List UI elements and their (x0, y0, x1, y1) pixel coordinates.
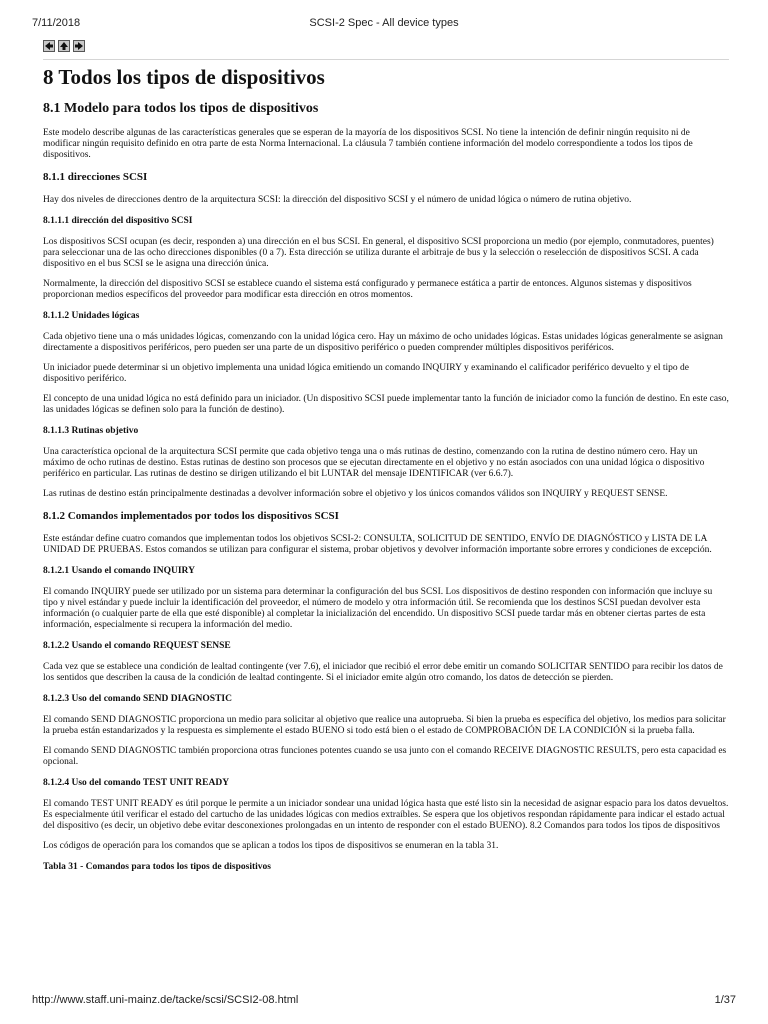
section-8-1-1-heading: 8.1.1 direcciones SCSI (43, 171, 148, 183)
section-8-1-2-4-paragraph-2: Los códigos de operación para los comandos que se aplican a todos los tipos de dispositivos se enumeran en la tabla 31. (43, 841, 499, 851)
section-8-1-2-2-heading: 8.1.2.2 Usando el comando REQUEST SENSE (43, 641, 231, 651)
print-date: 7/11/2018 (32, 17, 81, 29)
section-8-1-2-paragraph: Este estándar define cuatro comandos que implementan todos los objetivos SCSI-2: CONSULTA, SOLICITUD DE SENTIDO, ENVÍO DE DIAGNÓSTICO y LISTA DE LA UNIDAD DE PRUEBAS. Estos comandos se utilizan para configurar el sistema, probar objetivos y devolver información importante sobre errores y condiciones de excepción. (43, 534, 712, 555)
left-arrow-icon (44, 41, 54, 51)
section-8-1-1-3-heading: 8.1.1.3 Rutinas objetivo (43, 426, 139, 436)
section-8-1-1-1-paragraph-2: Normalmente, la dirección del dispositivo SCSI se establece cuando el sistema está configurado y permanece estática a partir de entonces. Algunos sistemas y dispositivos proporcionan medios específicos del proveedor para modificar esta dirección en otros momentos. (43, 279, 692, 300)
section-8-1-2-3-paragraph-1: El comando SEND DIAGNOSTIC proporciona un medio para solicitar al objetivo que realice una autoprueba. Si bien la prueba es específica del objetivo, los medios para solicitar la prueba están estandarizados y la respuesta es simplemente el estado BUENO si todo está bien o el estado de COMPROBACIÓN DE LA CONDICIÓN si la prueba falla. (43, 715, 726, 736)
section-8-1-1-1-paragraph-1: Los dispositivos SCSI ocupan (es decir, responden a) una dirección en el bus SCSI. En general, el dispositivo SCSI proporciona un medio (por ejemplo, conmutadores, puentes) para seleccionar una de las ocho direcciones disponibles (0 a 7). Esta dirección se utiliza durante el arbitraje de bus y la selección o reselección de dispositivos SCSI. A cada dispositivo en el bus SCSI se le asigna una dirección única. (43, 237, 714, 269)
up-arrow-icon (59, 41, 69, 51)
section-8-1-1-paragraph: Hay dos niveles de direcciones dentro de la arquitectura SCSI: la dirección del dispositivo SCSI y el número de unidad lógica o número de rutina objetivo. (43, 195, 632, 205)
section-8-1-1-3-paragraph-2: Las rutinas de destino están principalmente destinadas a devolver información sobre el objetivo y los únicos comandos válidos son INQUIRY y REQUEST SENSE. (43, 489, 668, 499)
section-8-1-heading: 8.1 Modelo para todos los tipos de dispositivos (43, 101, 319, 116)
section-8-1-paragraph: Este modelo describe algunas de las características generales que se esperan de la mayoría de los dispositivos SCSI. No tiene la intención de definir ningún requisito ni de modificar ningún requisito definido en otra parte de esta Norma Internacional. La cláusula 7 también contiene información del modelo correspondiente a todos los tipos de dispositivos. (43, 128, 693, 160)
section-8-1-1-3-paragraph-1: Una característica opcional de la arquitectura SCSI permite que cada objetivo tenga una o más rutinas de destino, comenzando con la rutina de destino número cero. Hay un máximo de ocho rutinas de destino. Estas rutinas de destino son procesos que se ejecutan directamente en el objetivo y no están asociados con una unidad lógica o dispositivo periférico en particular. Las rutinas de destino se dirigen utilizando el bit LUNTAR del mensaje IDENTIFICAR (ver 6.6.7). (43, 447, 705, 479)
section-8-1-2-4-heading: 8.1.2.4 Uso del comando TEST UNIT READY (43, 778, 230, 788)
print-title: SCSI-2 Spec - All device types (309, 17, 459, 29)
section-8-1-2-1-heading: 8.1.2.1 Usando el comando INQUIRY (43, 566, 195, 576)
section-8-1-2-3-paragraph-2: El comando SEND DIAGNOSTIC también proporciona otras funciones potentes cuando se usa junto con el comando RECEIVE DIAGNOSTIC RESULTS, pero esta capacidad es opcional. (43, 746, 727, 767)
up-page-button[interactable] (58, 40, 70, 52)
document-body (43, 64, 729, 873)
print-header (32, 17, 736, 31)
section-8-1-1-2-paragraph-3: El concepto de una unidad lógica no está definido para un iniciador. (Un dispositivo SCSI puede implementar tanto la función de iniciador como la función de destino. En este caso, las unidades lógicas se definen solo para la función de destino). (43, 394, 729, 415)
section-8-1-1-2-paragraph-1: Cada objetivo tiene una o más unidades lógicas, comenzando con la unidad lógica cero. Hay un máximo de ocho unidades lógicas. Estas unidades lógicas generalmente se asignan directamente a dispositivos periféricos, pero pueden ser una parte de un dispositivo periférico o pueden comprender múltiples dispositivos periféricos. (43, 332, 723, 353)
next-page-button[interactable] (73, 40, 85, 52)
section-8-1-2-2-paragraph: Cada vez que se establece una condición de lealtad contingente (ver 7.6), el iniciador que recibió el error debe emitir un comando SOLICITAR SENTIDO para recibir los datos de los sentidos que describen la causa de la condición de lealtad contingente. Si el iniciador emite algún otro comando, los datos de detección se pierden. (43, 662, 723, 683)
page-navigation (43, 40, 85, 52)
source-url: http://www.staff.uni-mainz.de/tacke/scsi/SCSI2-08.html (32, 994, 299, 1006)
page-counter: 1/37 (714, 994, 736, 1006)
section-8-1-1-1-heading: 8.1.1.1 dirección del dispositivo SCSI (43, 216, 193, 226)
section-8-1-2-heading: 8.1.2 Comandos implementados por todos los dispositivos SCSI (43, 510, 339, 522)
section-8-1-1-2-paragraph-2: Un iniciador puede determinar si un objetivo implementa una unidad lógica emitiendo un comando INQUIRY y examinando el calificador periférico devuelto y el tipo de dispositivo periférico. (43, 363, 689, 384)
section-8-1-2-1-paragraph: El comando INQUIRY puede ser utilizado por un sistema para determinar la configuración del bus SCSI. Los dispositivos de destino responden con información que incluye su tipo y nivel estándar y puede incluir la identificación del proveedor, el número de modelo y otra información útil. Se recomienda que los destinos SCSI puedan devolver esta información (o cualquier parte de ella que esté disponible) al completar la inicialización del encendido. Un dispositivo SCSI puede tardar más en obtener ciertas partes de esta información, especialmente si recupera la información del medio. (43, 587, 713, 630)
header-divider (43, 59, 729, 60)
section-8-1-1-2-heading: 8.1.1.2 Unidades lógicas (43, 311, 140, 321)
section-8-1-2-3-heading: 8.1.2.3 Uso del comando SEND DIAGNOSTIC (43, 694, 232, 704)
section-8-1-2-4-paragraph-1: El comando TEST UNIT READY es útil porque le permite a un iniciador sondear una unidad lógica hasta que esté listo sin la necesidad de asignar espacio para los datos devueltos. Es especialmente útil verificar el estado del cartucho de las unidades lógicas con medios extraíbles. Se espera que los objetivos respondan rápidamente para indicar el estado actual del dispositivo (es decir, un objetivo debe evitar desconexiones prolongadas en un intento de responder con el estado BUENO). 8.2 Comandos para todos los tipos de dispositivos (43, 799, 729, 831)
right-arrow-icon (74, 41, 84, 51)
previous-page-button[interactable] (43, 40, 55, 52)
table-31-caption: Tabla 31 - Comandos para todos los tipos de dispositivos (43, 862, 271, 872)
print-footer (32, 994, 736, 1008)
page-title: 8 Todos los tipos de dispositivos (43, 65, 325, 89)
